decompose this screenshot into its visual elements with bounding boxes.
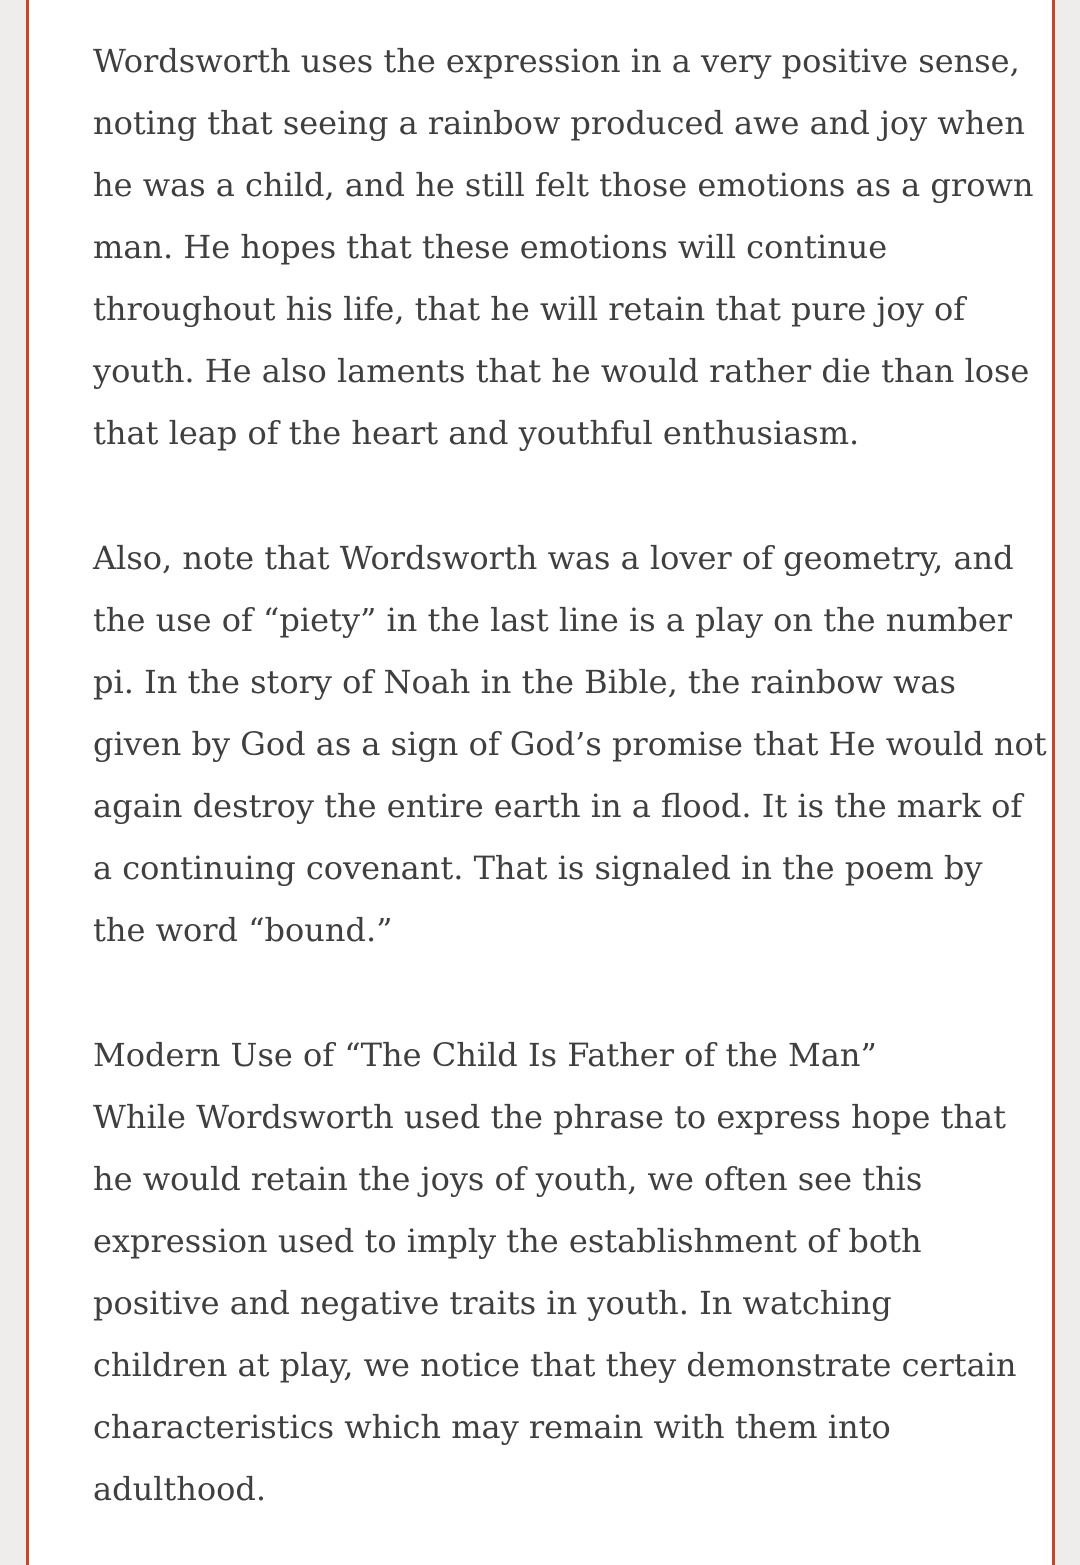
article-body	[29, 0, 1052, 1560]
text-line: children at play, we notice that they demonstrate certain	[93, 1346, 1017, 1384]
text-line: While Wordsworth used the phrase to express hope that	[93, 1098, 1006, 1136]
text-line: characteristics which may remain with them into	[93, 1408, 891, 1446]
paragraph	[93, 1024, 1017, 1520]
text-line: expression used to imply the establishment of both	[93, 1222, 922, 1260]
paragraph	[93, 527, 1047, 961]
text-line: positive and negative traits in youth. In watching	[93, 1284, 892, 1322]
text-line: a continuing covenant. That is signaled in the poem by	[93, 849, 983, 887]
text-line: the use of “piety” in the last line is a play on the number	[93, 601, 1013, 639]
text-line: pi. In the story of Noah in the Bible, the rainbow was	[93, 663, 956, 701]
text-line: Also, note that Wordsworth was a lover of geometry, and	[93, 539, 1014, 577]
text-line: Modern Use of “The Child Is Father of the Man”	[93, 1036, 877, 1074]
text-line: that leap of the heart and youthful enthusiasm.	[93, 414, 860, 452]
text-line: noting that seeing a rainbow produced awe and joy when	[93, 104, 1025, 142]
text-line: man. He hopes that these emotions will continue	[93, 228, 888, 266]
text-line: adulthood.	[93, 1470, 267, 1508]
text-line: again destroy the entire earth in a flood. It is the mark of	[93, 787, 1023, 825]
text-line: he was a child, and he still felt those emotions as a grown	[93, 166, 1034, 204]
text-line: youth. He also laments that he would rather die than lose	[93, 352, 1030, 390]
text-line: Wordsworth uses the expression in a very positive sense,	[93, 42, 1020, 80]
text-line: the word “bound.”	[93, 911, 393, 949]
page-frame	[26, 0, 1055, 1565]
text-line: he would retain the joys of youth, we often see this	[93, 1160, 923, 1198]
paragraph	[93, 30, 1034, 464]
text-line: given by God as a sign of God’s promise that He would not	[93, 725, 1047, 763]
text-line: throughout his life, that he will retain that pure joy of	[93, 290, 966, 328]
